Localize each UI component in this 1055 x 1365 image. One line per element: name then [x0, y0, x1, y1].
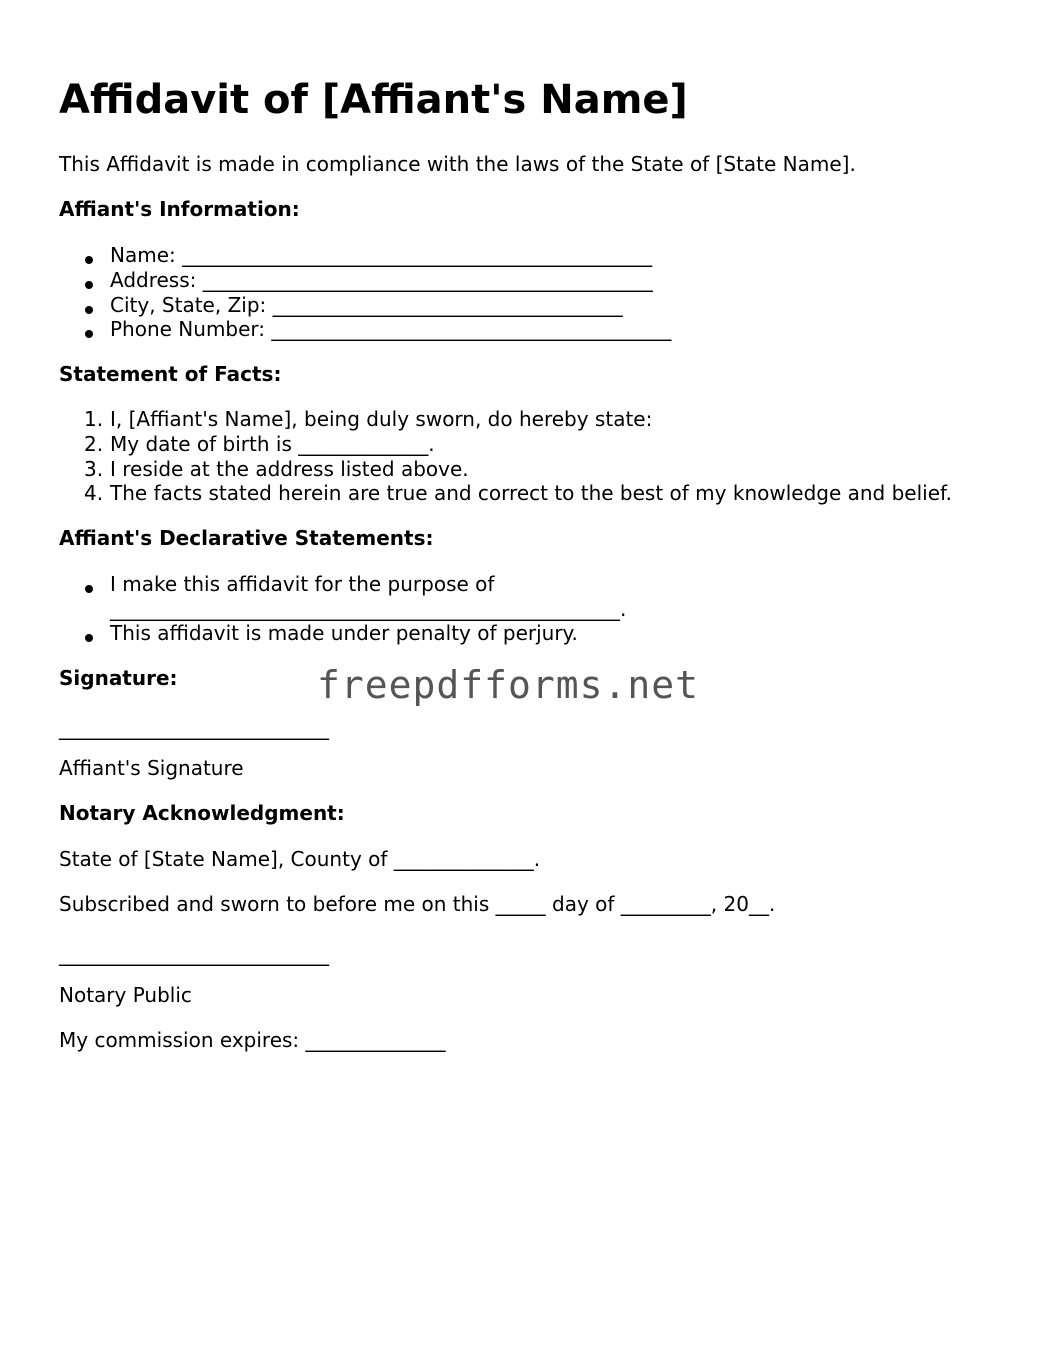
notary-public-label: Notary Public [59, 983, 192, 1007]
declarative-item: This affidavit is made under penalty of perjury. [110, 621, 578, 645]
fact-item: I reside at the address listed above. [110, 457, 469, 481]
intro-text: This Affidavit is made in compliance with the laws of the State of [State Name]. [59, 152, 856, 176]
bullet-icon [85, 634, 93, 642]
affiant-signature-line[interactable]: ___________________________ [59, 716, 329, 740]
bullet-icon [85, 281, 93, 289]
statement-of-facts-heading: Statement of Facts: [59, 362, 282, 386]
bullet-icon [85, 256, 93, 264]
list-number: 4. [84, 481, 104, 505]
page-title: Affidavit of [Affiant's Name] [59, 77, 688, 123]
city-state-zip-field[interactable]: City, State, Zip: ___________________________________ [110, 293, 623, 317]
bullet-icon [85, 306, 93, 314]
signature-heading: Signature: [59, 666, 178, 690]
name-field[interactable]: Name: _______________________________________________ [110, 243, 653, 267]
declarative-item: I make this affidavit for the purpose of [110, 572, 495, 596]
affiant-signature-label: Affiant's Signature [59, 756, 244, 780]
declarative-heading: Affiant's Declarative Statements: [59, 526, 434, 550]
list-number: 3. [84, 457, 104, 481]
notary-signature-line[interactable]: ___________________________ [59, 942, 329, 966]
county-line[interactable]: State of [State Name], County of ______________. [59, 847, 541, 871]
list-number: 1. [84, 407, 104, 431]
purpose-field[interactable]: ___________________________________________________. [110, 597, 627, 621]
notary-heading: Notary Acknowledgment: [59, 801, 345, 825]
fact-item: I, [Affiant's Name], being duly sworn, do hereby state: [110, 407, 653, 431]
date-of-birth-field[interactable]: My date of birth is _____________. [110, 432, 435, 456]
watermark: freepdfforms.net [317, 663, 700, 707]
fact-item: The facts stated herein are true and correct to the best of my knowledge and belief. [110, 481, 952, 505]
commission-expires-field[interactable]: My commission expires: ______________ [59, 1028, 446, 1052]
address-field[interactable]: Address: _____________________________________________ [110, 268, 653, 292]
phone-number-field[interactable]: Phone Number: ________________________________________ [110, 317, 672, 341]
sworn-line[interactable]: Subscribed and sworn to before me on this _____ day of _________, 20__. [59, 892, 776, 916]
bullet-icon [85, 330, 93, 338]
list-number: 2. [84, 432, 104, 456]
affiant-info-heading: Affiant's Information: [59, 197, 300, 221]
bullet-icon [85, 585, 93, 593]
